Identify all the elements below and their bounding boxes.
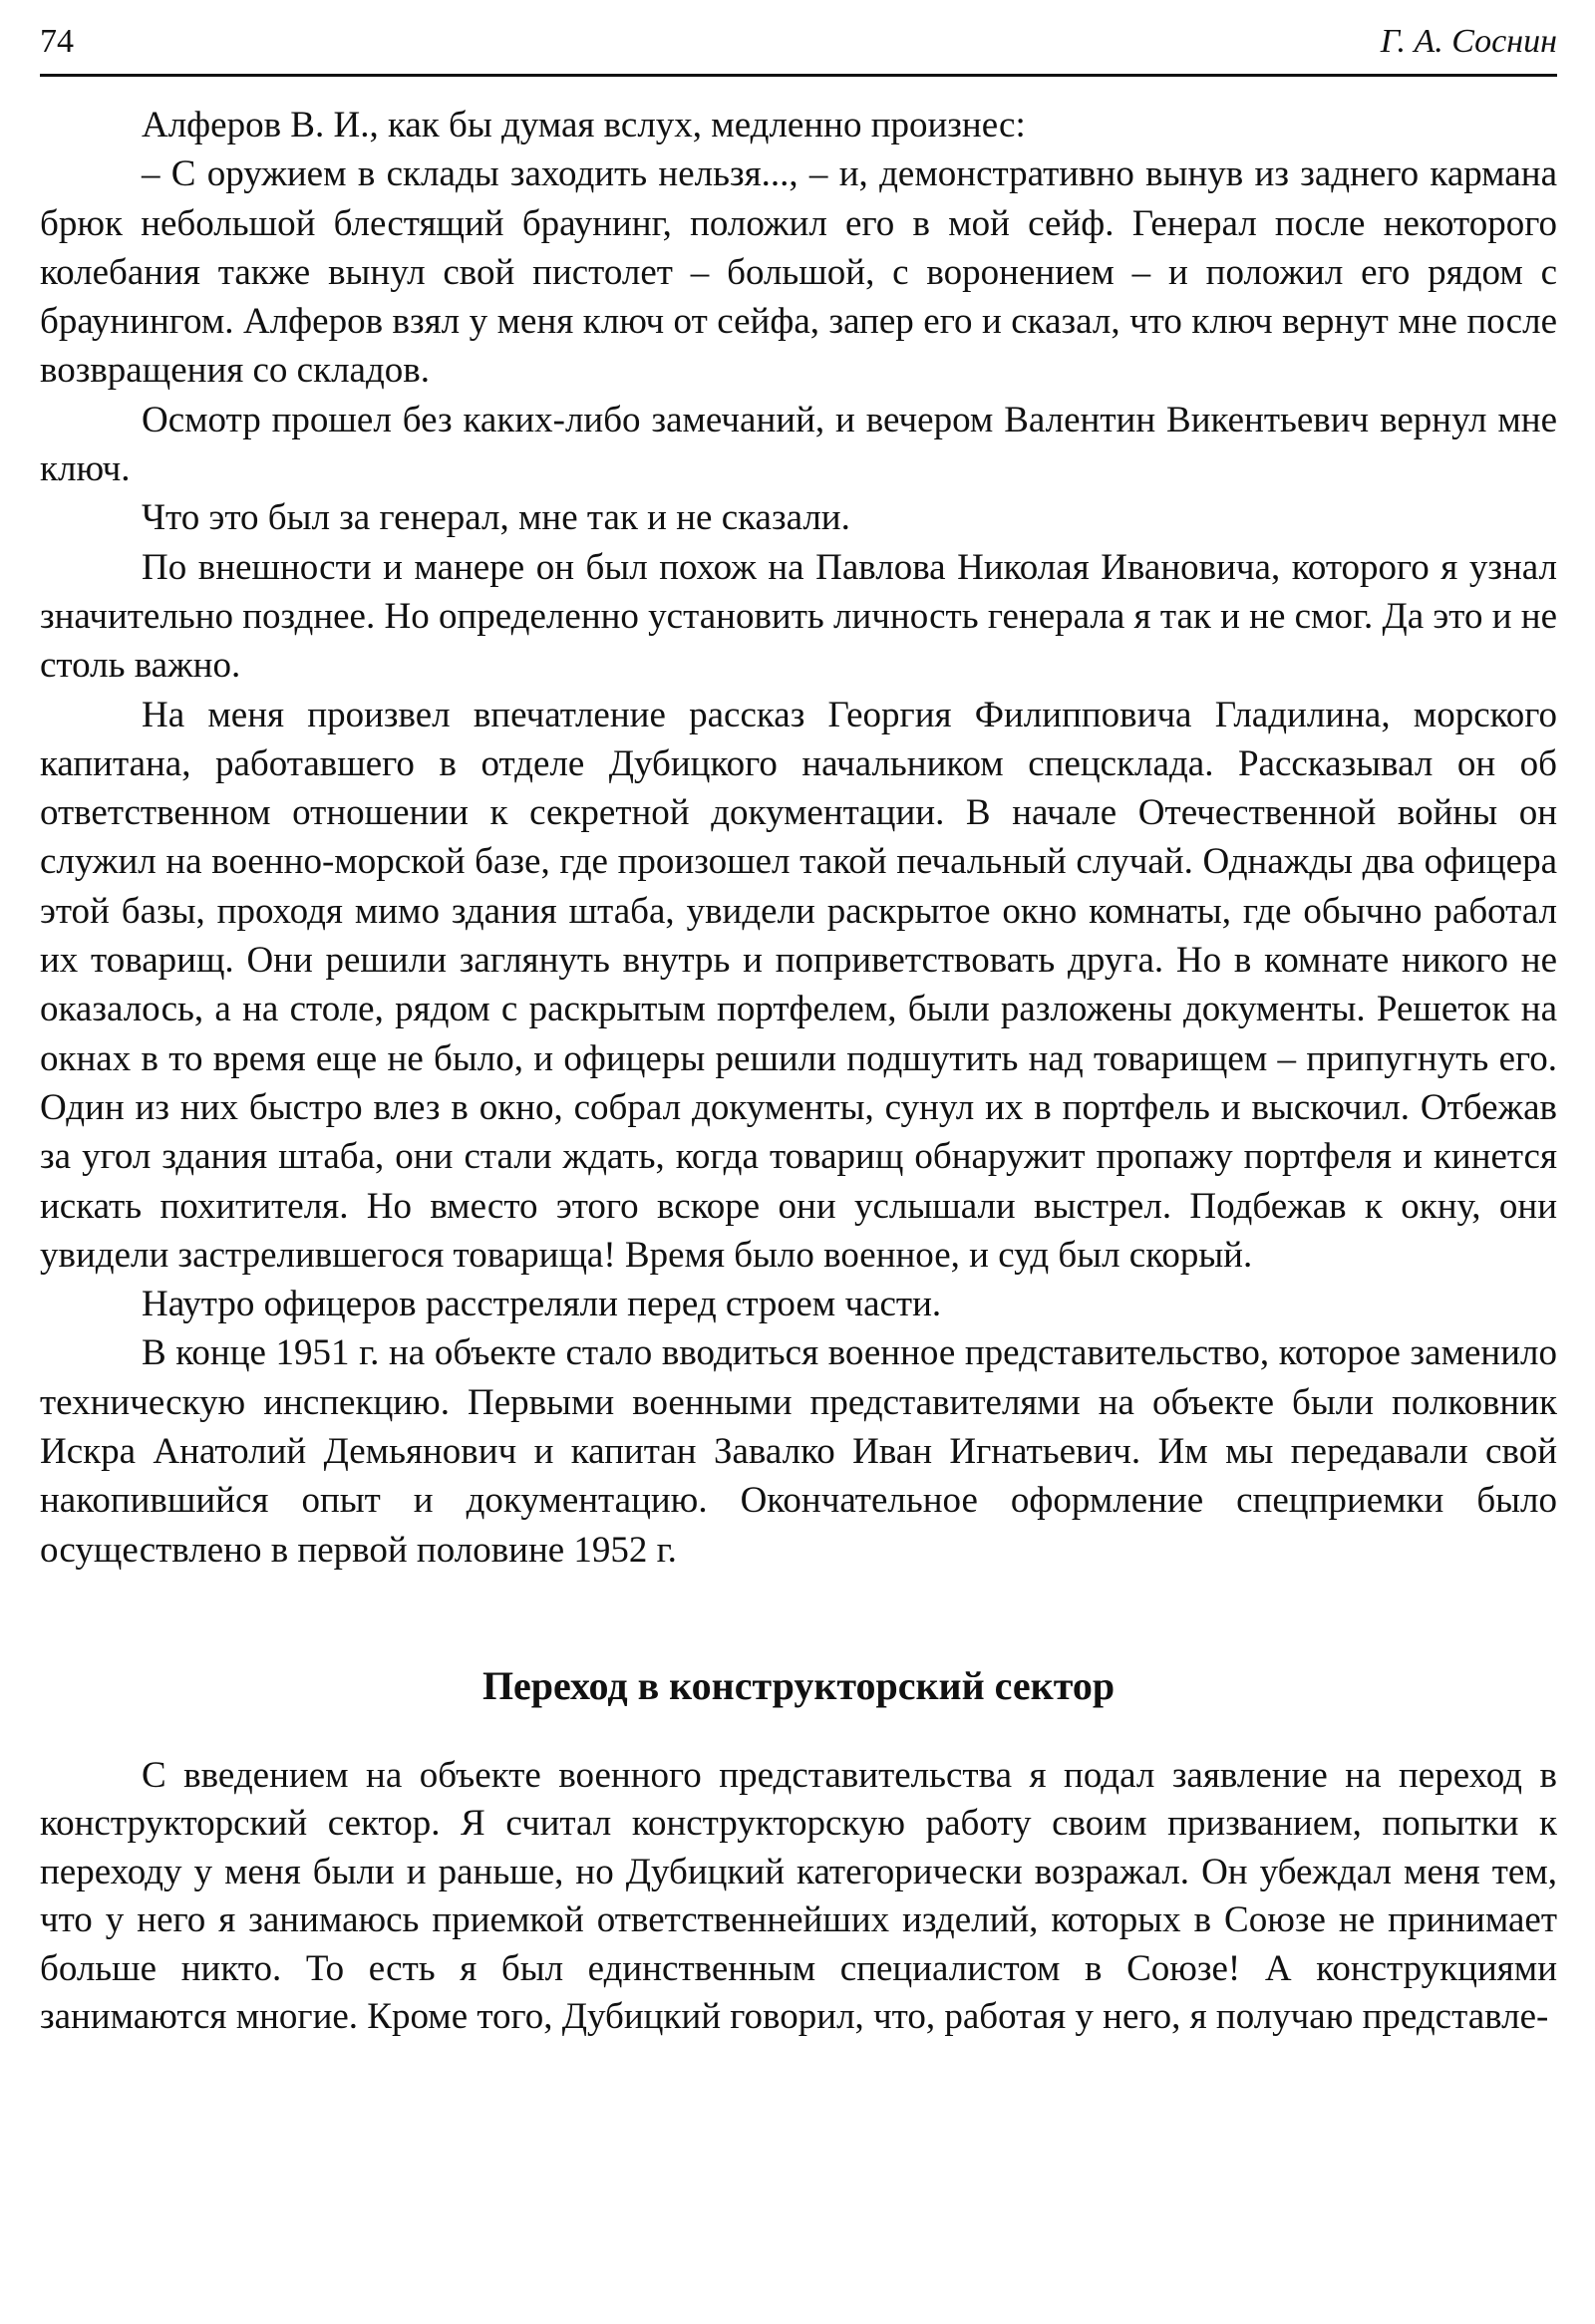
paragraph: По внешности и манере он был похож на Павлова Николая Ивановича, которого я узнал значительно позднее. Но определенно установить личность генерала я так и не смог. Да это и не столь важно. <box>40 546 1557 687</box>
section-heading: Переход в конструкторский сектор <box>481 1662 1116 1708</box>
page-number: 74 <box>40 23 74 60</box>
paragraph: На меня произвел впечатление рассказ Георгия Филипповича Гладилина, морского капитана, работавшего в отделе Дубицкого начальником спецсклада. Рассказывал он об ответственном отношении к секретной документации. В начале Отечественной войны он служил на военно-морской базе, где произошел такой печальный случай. Однажды два офицера этой базы, проходя мимо здания штаба, увидели раскрытое окно комнаты, где обычно работал их товарищ. Они решили заглянуть внутрь и поприветствовать друга. Но в комнате никого не оказалось, а на столе, рядом с раскрытым портфелем, были разложены документы. Решеток на окнах в то время еще не было, и офицеры решили подшутить над товарищем – припугнуть его. Один из них быстро влез в окно, собрал документы, сунул их в портфель и выскочил. Отбежав за угол здания штаба, они стали ждать, когда товарищ обнаружит пропажу портфеля и кинется искать похитителя. Но вместо этого вскоре они услышали выстрел. Подбежав к окну, они увидели застрелившегося товарища! Время было военное, и суд был скорый. <box>40 694 1557 1276</box>
paragraph: Алферов В. И., как бы думая вслух, медленно произнес: <box>142 105 1026 145</box>
paragraph: С введением на объекте военного представительства я подал заявление на переход в конструкторский сектор. Я считал конструкторскую работу своим призванием, попытки к переходу у меня были и раньше, но Дубицкий категорически возражал. Он убеждал меня тем, что у него я занимаюсь приемкой ответственнейших изделий, которых в Союзе не принимает больше никто. То есть я был единственным специалистом в Союзе! А конструкциями занимаются многие. Кроме того, Дубицкий говорил, что, работая у него, я получаю представле- <box>40 1754 1557 2038</box>
section-text <box>40 1752 1557 2042</box>
book-page <box>40 22 1557 2042</box>
paragraph: Что это был за генерал, мне так и не сказали. <box>142 497 850 539</box>
main-text <box>40 101 1557 1575</box>
running-title: Г. А. Соснин <box>1380 23 1557 60</box>
paragraph: Осмотр прошел без каких-либо замечаний, и вечером Валентин Викентьевич вернул мне ключ. <box>40 399 1557 490</box>
paragraph: В конце 1951 г. на объекте стало вводиться военное представительство, которое заменило техническую инспекцию. Первыми военными представителями на объекте были полковник Искра Анатолий Демьянович и капитан Завалко Иван Игнатьевич. Им мы передавали свой накопившийся опыт и документацию. Окончательное оформление спецприемки было осуществлено в первой половине 1952 г. <box>40 1332 1557 1571</box>
paragraph: Наутро офицеров расстреляли перед строем части. <box>142 1284 942 1325</box>
paragraph: – С оружием в склады заходить нельзя..., – и, демонстративно вынув из заднего кармана брюк небольшой блестящий браунинг, положил его в мой сейф. Генерал после некоторого колебания также вынул свой пистолет – большой, с воронением – и положил его рядом с браунингом. Алферов взял у меня ключ от сейфа, запер его и сказал, что ключ вернут мне после возвращения со складов. <box>40 153 1557 392</box>
running-header <box>40 22 1557 77</box>
